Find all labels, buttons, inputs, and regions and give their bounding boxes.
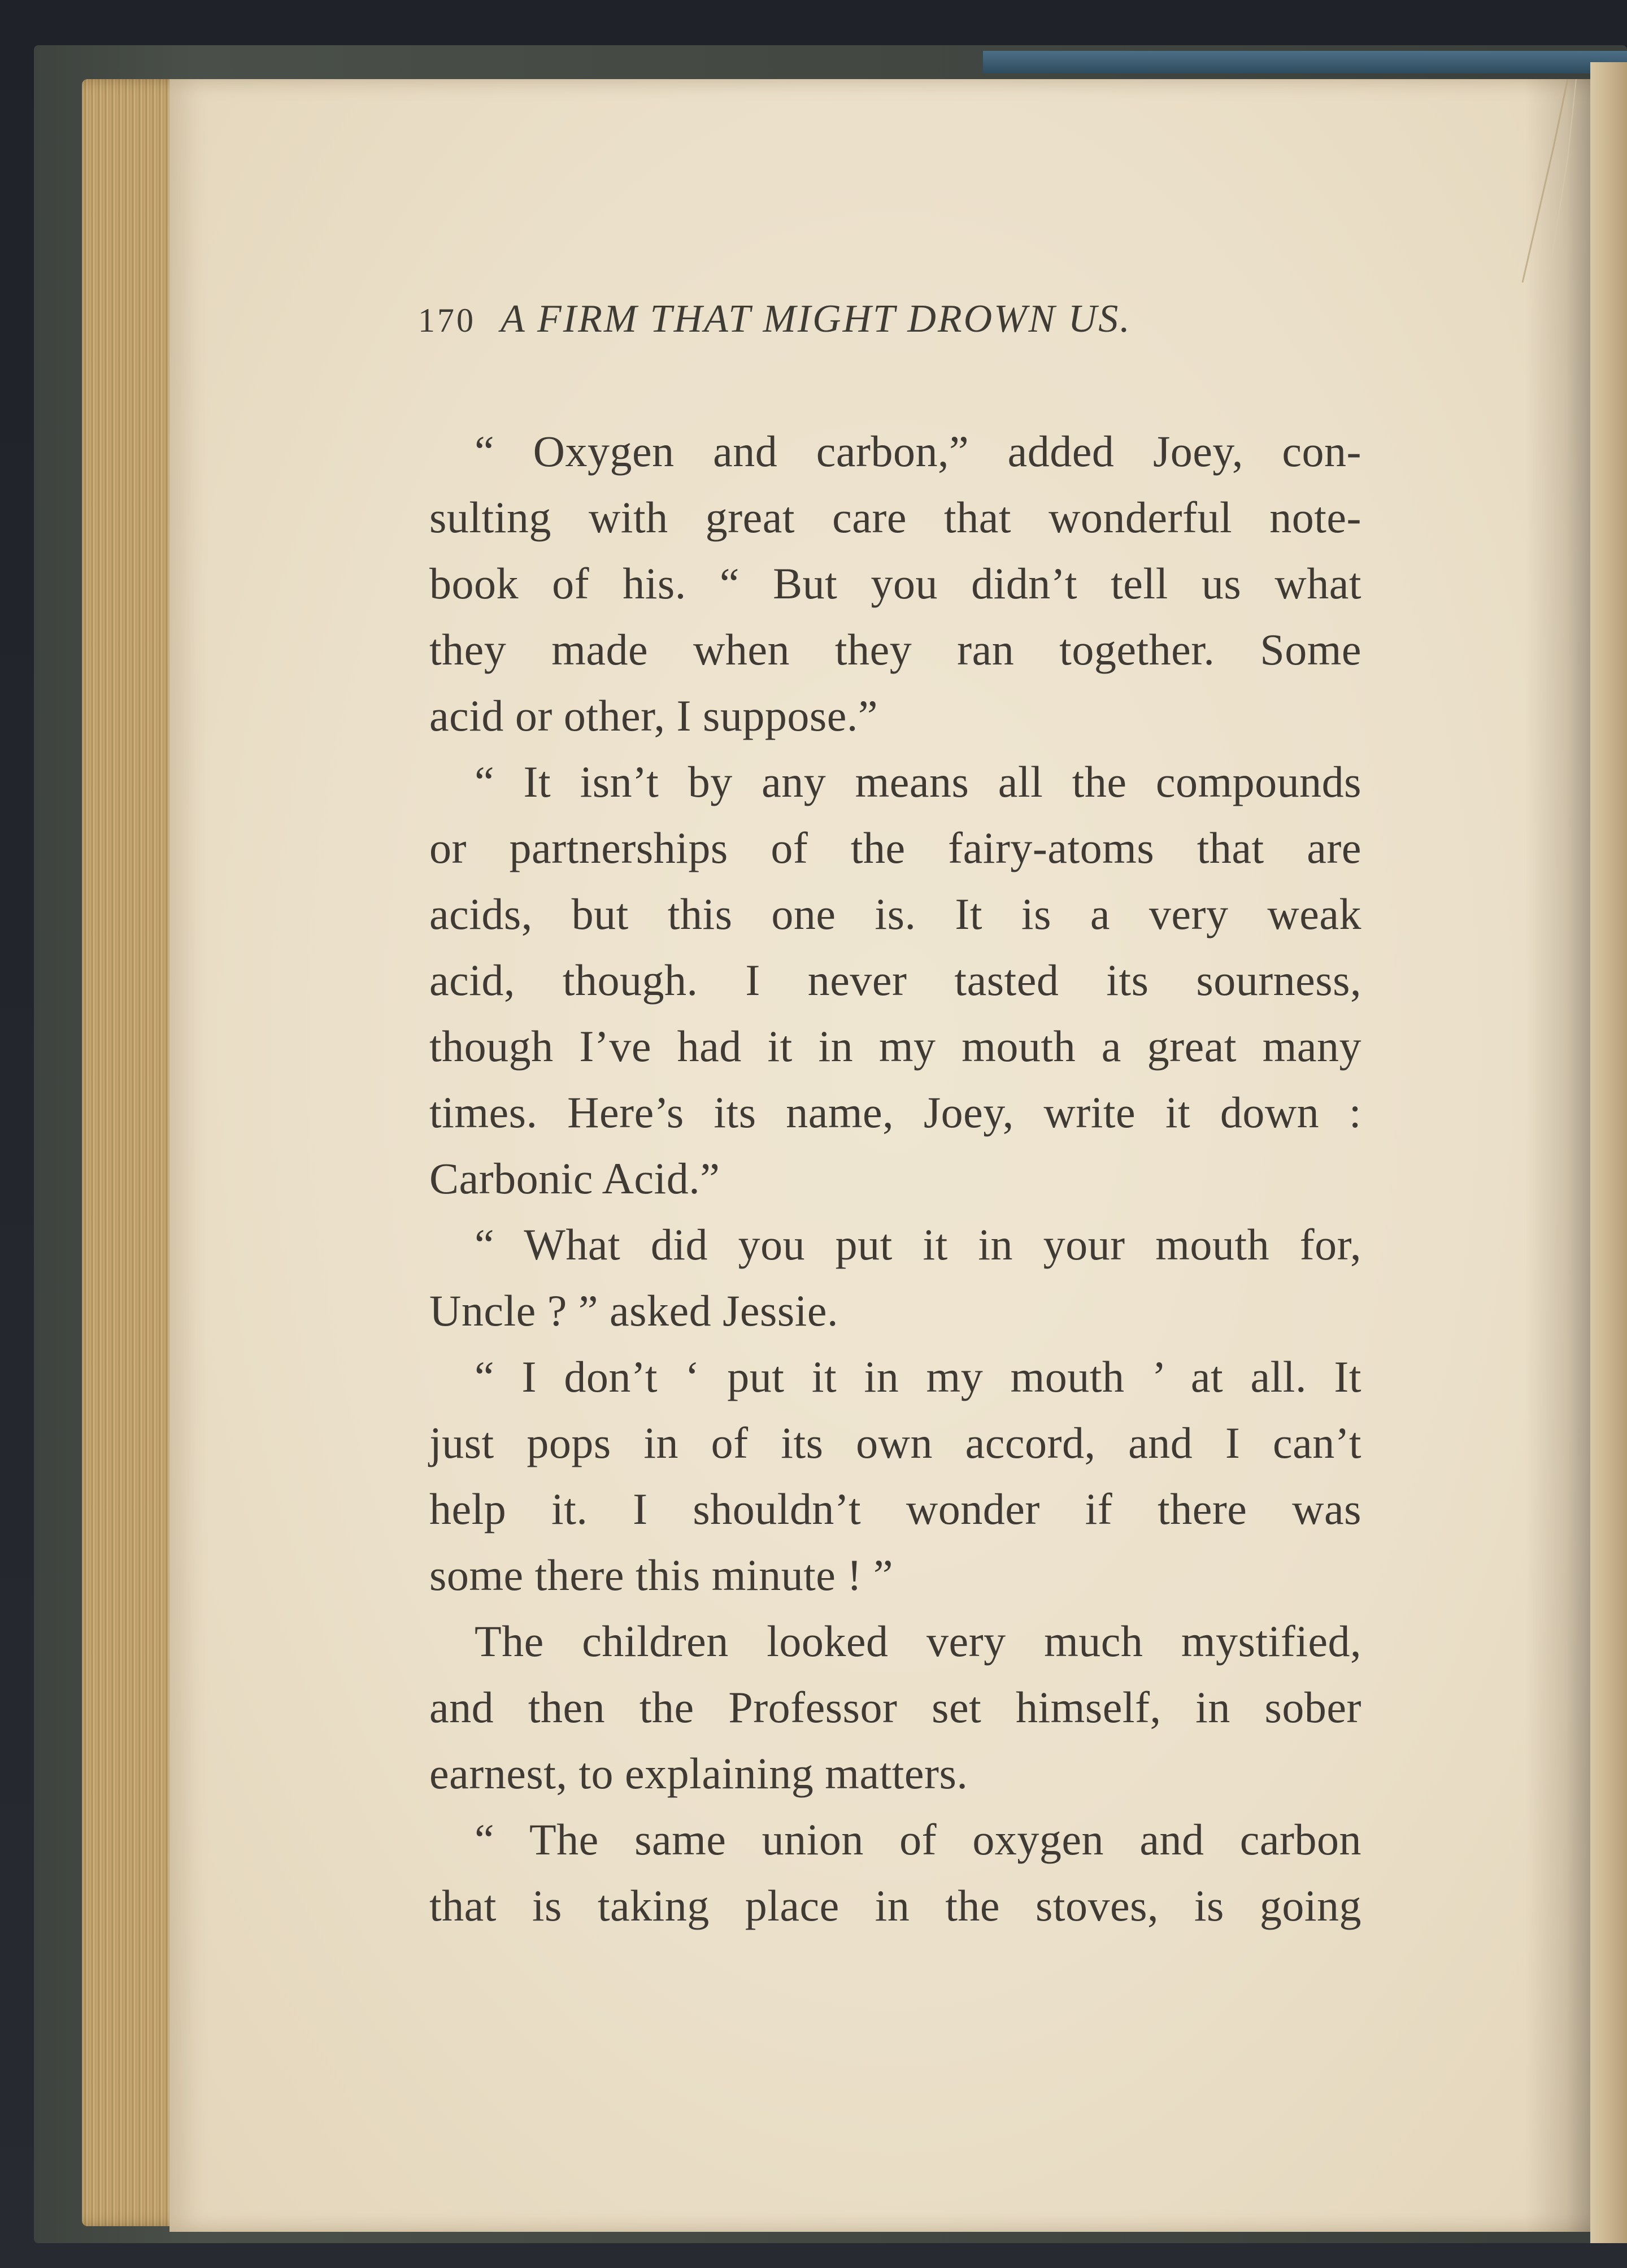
text-line: book of his. “ But you didn’t tell us what xyxy=(429,559,1361,608)
page-crease xyxy=(1500,79,1579,283)
chapter-title: A FIRM THAT MIGHT DROWN US. xyxy=(501,297,1132,341)
text-line: they made when they ran together. Some xyxy=(429,625,1361,674)
text-line: just pops in of its own accord, and I can’t xyxy=(429,1418,1361,1467)
gutter-shadow xyxy=(1525,79,1593,2232)
text-line: “ It isn’t by any means all the compounds xyxy=(475,757,1361,806)
text-line: and then the Professor set himself, in sober xyxy=(429,1683,1361,1732)
page-number: 170 xyxy=(418,302,476,339)
text-line: times. Here’s its name, Joey, write it down : xyxy=(429,1088,1361,1137)
text-line: some there this minute ! ” xyxy=(429,1550,893,1600)
text-line: “ Oxygen and carbon,” added Joey, con- xyxy=(475,427,1361,476)
body-text xyxy=(429,418,1361,1939)
cover-edge xyxy=(983,51,1627,73)
text-line: acid, though. I never tasted its sourness, xyxy=(429,955,1361,1005)
text-line: earnest, to explaining matters. xyxy=(429,1749,968,1798)
text-line: “ The same union of oxygen and carbon xyxy=(475,1815,1361,1864)
text-line: Uncle ? ” asked Jessie. xyxy=(429,1286,839,1335)
facing-page-edge xyxy=(1590,62,1627,2243)
text-line: though I’ve had it in my mouth a great many xyxy=(429,1022,1361,1071)
text-line: or partnerships of the fairy-atoms that are xyxy=(429,823,1361,872)
text-line: that is taking place in the stoves, is going xyxy=(429,1881,1361,1930)
text-line: acids, but this one is. It is a very weak xyxy=(429,889,1361,939)
text-line: “ What did you put it in your mouth for, xyxy=(475,1220,1361,1269)
text-line: Carbonic Acid.” xyxy=(429,1154,720,1203)
text-line: sulting with great care that wonderful note- xyxy=(429,493,1361,542)
text-line: help it. I shouldn’t wonder if there was xyxy=(429,1484,1361,1533)
running-head xyxy=(418,297,1282,359)
text-line: “ I don’t ‘ put it in my mouth ’ at all. It xyxy=(475,1352,1361,1401)
text-line: The children looked very much mystified, xyxy=(475,1617,1361,1666)
text-line: acid or other, I suppose.” xyxy=(429,691,878,740)
